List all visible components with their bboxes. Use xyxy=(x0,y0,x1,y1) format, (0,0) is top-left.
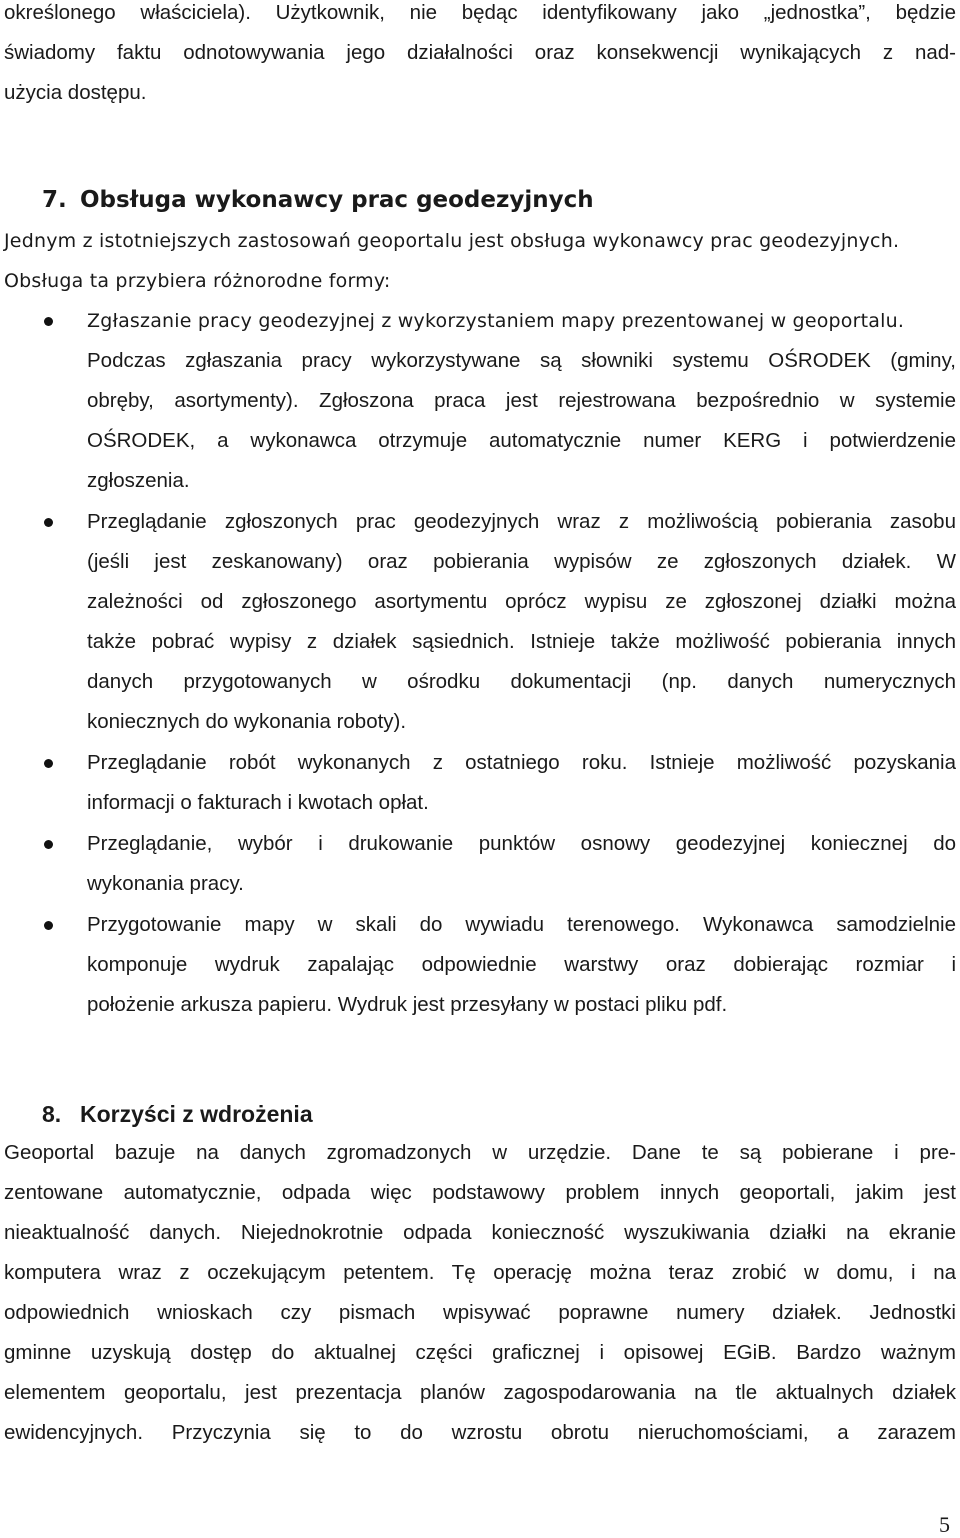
bullet-icon xyxy=(44,518,53,527)
list-item-line: obręby, asortymenty). Zgłoszona praca jest rejestrowana bezpośrednio w systemie xyxy=(87,389,956,412)
text-line: Geoportal bazuje na danych zgromadzonych w urzędzie. Dane te są pobierane i pre- xyxy=(4,1141,956,1164)
list-item-line: zależności od zgłoszonego asortymentu oprócz wypisu ze zgłoszonej działki można xyxy=(87,590,956,613)
section-heading xyxy=(42,185,594,215)
section-heading xyxy=(42,1099,313,1129)
list-item-line: także pobrać wypisy z działek sąsiednich. Istnieje także możliwość pobierania innych xyxy=(87,630,956,653)
list-item-line: położenie arkusza papieru. Wydruk jest przesyłany w postaci pliku pdf. xyxy=(87,993,728,1016)
list-item-line: Przeglądanie robót wykonanych z ostatniego roku. Istnieje możliwość pozyskania xyxy=(87,751,956,774)
list-item-line: Zgłaszanie pracy geodezyjnej z wykorzystaniem mapy prezentowanej w geoportalu. xyxy=(87,310,905,332)
list-item-line: informacji o fakturach i kwotach opłat. xyxy=(87,791,429,814)
text-line: Jednym z istotniejszych zastosowań geoportalu jest obsługa wykonawcy prac geodezyjnych. xyxy=(4,230,900,252)
text-line: ewidencyjnych. Przyczynia się to do wzrostu obrotu nieruchomościami, a zarazem xyxy=(4,1421,956,1444)
list-item-line: zgłoszenia. xyxy=(87,469,190,492)
list-item-line: wykonania pracy. xyxy=(87,872,244,895)
list-item-line: OŚRODEK, a wykonawca otrzymuje automatycznie numer KERG i potwierdzenie xyxy=(87,429,956,452)
text-line: odpowiednich wnioskach czy pismach wpisywać poprawne numery działek. Jednostki xyxy=(4,1301,956,1324)
list-item-line: koniecznych do wykonania roboty). xyxy=(87,710,407,733)
list-item-line: (jeśli jest zeskanowany) oraz pobierania wypisów ze zgłoszonych działek. W xyxy=(87,550,956,573)
list-item-line: Przeglądanie zgłoszonych prac geodezyjnych wraz z możliwością pobierania zasobu xyxy=(87,510,956,533)
list-item-line: danych przygotowanych w ośrodku dokumentacji (np. danych numerycznych xyxy=(87,670,956,693)
bullet-icon xyxy=(44,759,53,768)
section-title: Korzyści z wdrożenia xyxy=(80,1101,313,1127)
list-item-line: Przeglądanie, wybór i drukowanie punktów osnowy geodezyjnej koniecznej do xyxy=(87,832,956,855)
text-line: gminne uzyskują dostęp do aktualnej części graficznej i opisowej EGiB. Bardzo ważnym xyxy=(4,1341,956,1364)
text-line: nieaktualność danych. Niejednokrotnie odpada konieczność wyszukiwania działki na ekranie xyxy=(4,1221,956,1244)
bullet-icon xyxy=(44,317,53,326)
text-line: Obsługa ta przybiera różnorodne formy: xyxy=(4,270,391,292)
section-number: 8. xyxy=(42,1101,62,1127)
text-line: użycia dostępu. xyxy=(4,81,147,104)
bullet-icon xyxy=(44,921,53,930)
page-number: 5 xyxy=(939,1512,950,1537)
section-number: 7. xyxy=(42,187,67,213)
text-line: komputera wraz z oczekującym petentem. Tę operację można teraz zrobić w domu, i na xyxy=(4,1261,956,1284)
list-item-line: Przygotowanie mapy w skali do wywiadu terenowego. Wykonawca samodzielnie xyxy=(87,913,956,936)
section-title: Obsługa wykonawcy prac geodezyjnych xyxy=(80,187,594,213)
text-line: określonego właściciela). Użytkownik, nie będąc identyfikowany jako „jednostka”, będzie xyxy=(4,1,956,24)
text-line: świadomy faktu odnotowywania jego działalności oraz konsekwencji wynikających z nad- xyxy=(4,41,956,64)
text-line: zentowane automatycznie, odpada więc podstawowy problem innych geoportali, jakim jest xyxy=(4,1181,956,1204)
text-line: elementem geoportalu, jest prezentacja planów zagospodarowania na tle aktualnych działek xyxy=(4,1381,956,1404)
list-item-line: komponuje wydruk zapalając odpowiednie warstwy oraz dobierając rozmiar i xyxy=(87,953,956,976)
list-item-line: Podczas zgłaszania pracy wykorzystywane są słowniki systemu OŚRODEK (gminy, xyxy=(87,349,956,372)
bullet-icon xyxy=(44,840,53,849)
